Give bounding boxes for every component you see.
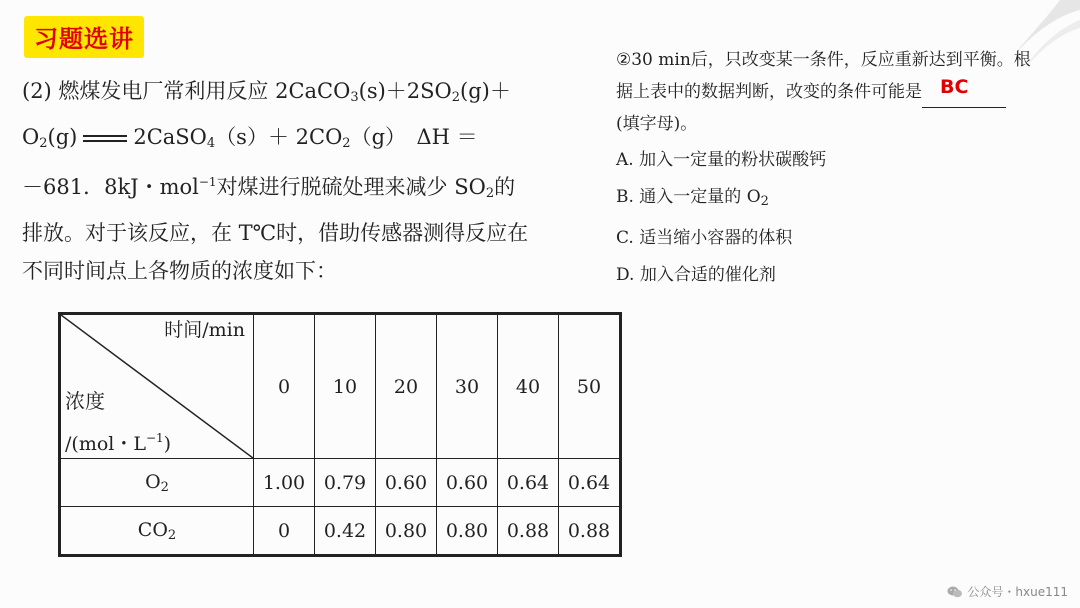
watermark-text: 公众号・hxue111 (967, 585, 1068, 599)
value-cell: 0.42 (315, 507, 376, 556)
species-cell: $O_2$ (60, 459, 254, 507)
watermark (947, 583, 1068, 600)
time-cell: 40 (498, 314, 559, 459)
value-cell: 0.60 (376, 459, 437, 507)
problem-line-4: 排放。对于该反应，在 T℃时，借助传感器测得反应在 (22, 220, 529, 245)
value-cell: 1.00 (254, 459, 315, 507)
value-cell: 0.88 (498, 507, 559, 556)
time-cell: 50 (559, 314, 621, 459)
problem-text (22, 72, 620, 291)
time-cell: 10 (315, 314, 376, 459)
option-c: C. 适当缩小容器的体积 (616, 228, 793, 248)
section-badge: 习题选讲 (24, 16, 144, 58)
option-d: D. 加入合适的催化剂 (616, 265, 776, 285)
unit-header: /(mol・$L^{-1}$) (65, 431, 172, 455)
value-cell: 0.80 (437, 507, 498, 556)
problem-line-5: 不同时间点上各物质的浓度如下： (22, 259, 337, 283)
value-cell: 0.80 (376, 507, 437, 556)
option-b: B. 通入一定量的 $O_2$ (616, 187, 769, 209)
species-cell: $CO_2$ (60, 507, 254, 556)
wechat-icon (947, 585, 963, 599)
value-cell: 0 (254, 507, 315, 556)
problem-line-3: －681．8kJ・mol$^{-1}$对煤进行脱硫处理来减少 $SO_2$的 (22, 175, 516, 201)
value-cell: 0.60 (437, 459, 498, 507)
question-panel (616, 44, 1074, 294)
problem-line-1: (2) 燃煤发电厂常利用反应 $2CaCO_3(s)+2SO_2(g)+$ (22, 79, 511, 105)
time-header: 时间/min (164, 319, 245, 341)
question-line-1: ②30 min后，只改变某一条件，反应重新达到平衡。根 (616, 50, 1031, 70)
question-line-3: (填字母)。 (616, 114, 698, 134)
option-a: A. 加入一定量的粉状碳酸钙 (616, 150, 827, 170)
value-cell: 0.64 (498, 459, 559, 507)
answer-blank (922, 76, 1006, 108)
conc-header: 浓度 (65, 389, 105, 413)
problem-line-2: $O_2(g)$ 2CaSO$_4$（s）＋ $2CO_2(g)$ ΔH ＝ (22, 124, 478, 151)
table-row (60, 507, 621, 556)
time-cell: 0 (254, 314, 315, 459)
value-cell: 0.88 (559, 507, 621, 556)
time-cell: 20 (376, 314, 437, 459)
options-list (616, 142, 1074, 294)
header-diagonal-cell (60, 314, 254, 459)
value-cell: 0.64 (559, 459, 621, 507)
answer-text: BC (940, 76, 969, 98)
concentration-table (58, 312, 622, 557)
time-cell: 30 (437, 314, 498, 459)
value-cell: 0.79 (315, 459, 376, 507)
question-line-2: 据上表中的数据判断，改变的条件可能是 BC (616, 76, 1074, 108)
table-row (60, 459, 621, 507)
equals-sign (83, 135, 127, 142)
